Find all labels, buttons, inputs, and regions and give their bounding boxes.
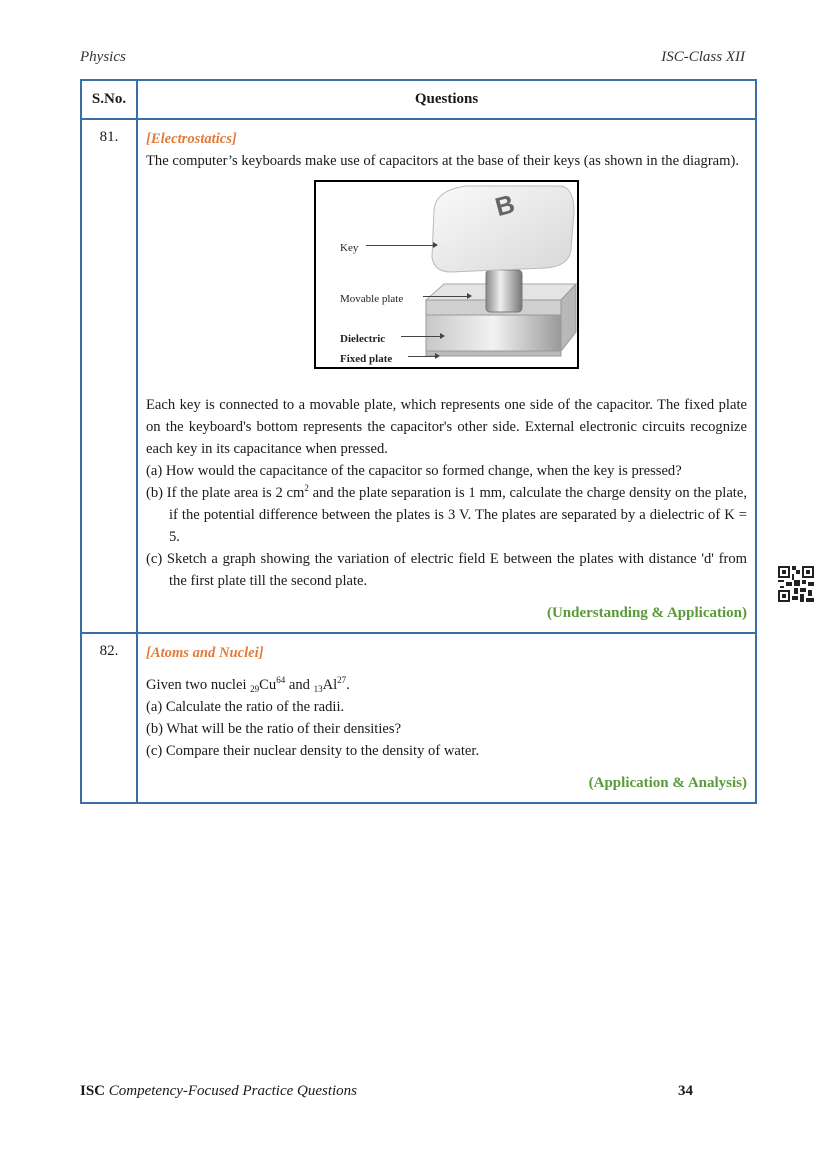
qr-code-icon[interactable] (776, 564, 816, 604)
running-head-subject: Physics (80, 49, 126, 65)
label-movable-plate: Movable plate (340, 293, 404, 305)
subquestion-b: (b) If the plate area is 2 $cm^2$ and the plate separation is 1 mm, calculate the charge density on the plate, if the potential difference between the plates is 3 V. The plates are separated by a dielectric of K = 5. (146, 483, 747, 545)
question-number: 81. (81, 119, 137, 633)
subquestion-a: (a) How would the capacitance of the capacitor so formed change, when the key is pressed? (146, 463, 682, 479)
label-fixed-plate: Fixed plate (340, 353, 393, 365)
question-cell (137, 119, 756, 633)
competency-level: (Understanding & Application) (546, 605, 747, 621)
keyboard-capacitor-diagram (314, 180, 579, 369)
arrow-movable-plate (423, 296, 468, 297)
question-intro: The computer’s keyboards make use of capacitors at the base of their keys (as shown in the diagram). (146, 153, 740, 169)
svg-text:B: B (491, 188, 518, 223)
table-row (81, 633, 756, 803)
subquestion-c: (c) Sketch a graph showing the variation of electric field E between the plates with distance 'd' from the first plate till the second plate. (146, 551, 747, 589)
arrow-dielectric (401, 336, 441, 337)
subquestion-b: (b) What will be the ratio of their densities? (146, 721, 402, 737)
competency-level: (Application & Analysis) (588, 775, 747, 791)
label-key: Key (340, 242, 359, 254)
footer-title: ISC Competency-Focused Practice Questions (80, 1083, 358, 1099)
arrow-key (366, 245, 434, 246)
page-number: 34 (678, 1083, 693, 1099)
question-number: 82. (81, 633, 137, 803)
topic-tag: [Atoms and Nuclei] (146, 645, 264, 661)
topic-tag: [Electrostatics] (146, 131, 237, 147)
question-body: Each key is connected to a movable plate, which represents one side of the capacitor. The fixed plate on the keyboard's bottom represents the capacitor's other side. External electronic circuits recognize each key in its capacitance when pressed. (146, 397, 747, 457)
questions-table (80, 79, 757, 804)
question-cell (137, 633, 756, 803)
running-head-class: ISC-Class XII (661, 49, 745, 65)
arrow-fixed-plate (408, 356, 436, 357)
given-nuclei: Given two nuclei $_{29}Cu^{64}$ and $_{13}Al^{27}$. (146, 675, 350, 694)
column-header-questions: Questions (137, 80, 756, 119)
table-header-row (81, 80, 756, 119)
column-header-sno: S.No. (81, 80, 137, 119)
label-dielectric: Dielectric (340, 333, 386, 345)
table-row (81, 119, 756, 633)
subquestion-c: (c) Compare their nuclear density to the density of water. (146, 743, 480, 759)
subquestion-a: (a) Calculate the ratio of the radii. (146, 699, 345, 715)
